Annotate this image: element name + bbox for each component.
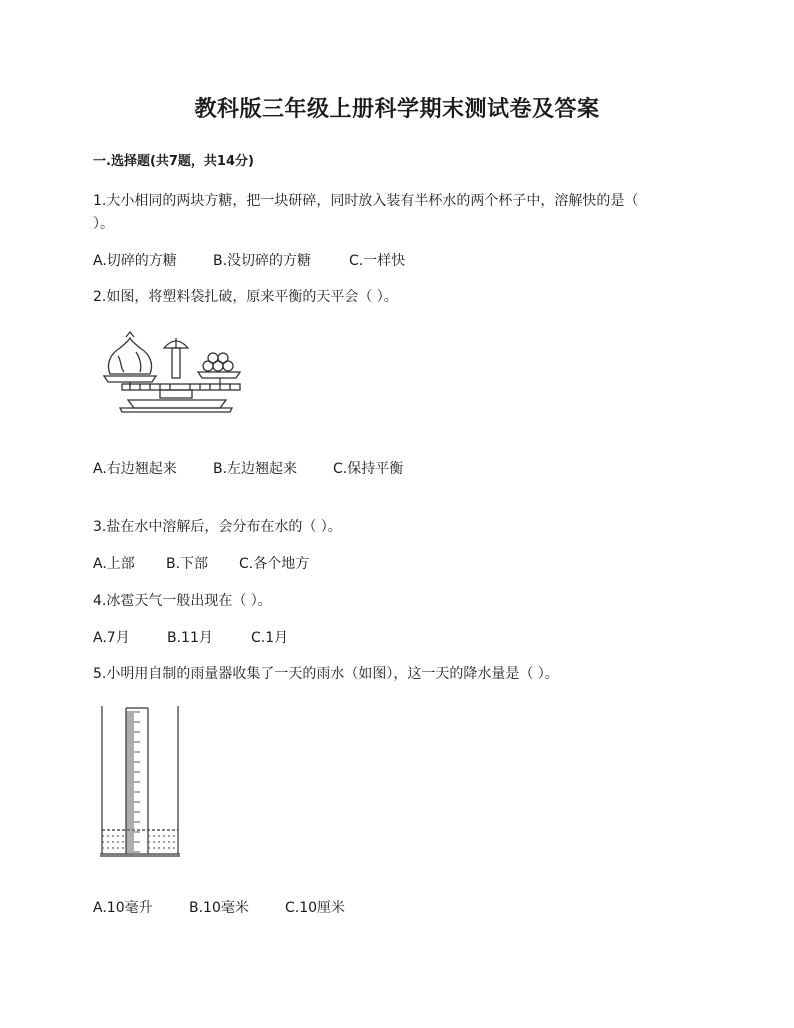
question-4-option-a: A.7月 [93, 630, 130, 646]
question-5-text: 5.小明用自制的雨量器收集了一天的雨水（如图），这一天的降水量是（ ）。 [93, 666, 559, 682]
question-3-options [93, 553, 309, 573]
question-2-option-a: A.右边翘起来 [93, 461, 177, 477]
question-3-option-b: B.下部 [166, 556, 209, 572]
question-1-option-b: B.没切碎的方糖 [213, 253, 312, 269]
rain-gauge-figure [100, 704, 182, 858]
question-3-text: 3.盐在水中溶解后，会分布在水的（ ）。 [93, 519, 342, 535]
question-4-text: 4.冰雹天气一般出现在（ ）。 [93, 593, 272, 609]
question-4-option-b: B.11月 [167, 630, 213, 646]
question-1-option-a: A.切碎的方糖 [93, 253, 177, 269]
question-1-text: 1.大小相同的两块方糖，把一块研碎，同时放入装有半杯水的两个杯子中，溶解快的是（ [93, 193, 639, 209]
page-title: 教科版三年级上册科学期末测试卷及答案 [194, 96, 600, 122]
section-heading: 一.选择题(共7题，共14分) [93, 154, 254, 169]
question-2-option-b: B.左边翘起来 [213, 461, 298, 477]
question-4-options [93, 627, 288, 647]
question-1-text-cont: ）。 [93, 216, 114, 232]
question-5-option-b: B.10毫米 [189, 900, 249, 916]
question-5-option-c: C.10厘米 [285, 900, 346, 916]
question-4-option-c: C.1月 [251, 630, 289, 646]
question-2-text: 2.如图，将塑料袋扎破，原来平衡的天平会（ ）。 [93, 289, 398, 305]
question-1-option-c: C.一样快 [349, 253, 406, 269]
question-2-option-c: C.保持平衡 [333, 461, 404, 477]
question-5-option-a: A.10毫升 [93, 900, 153, 916]
question-2-options [93, 458, 403, 478]
question-1-options [93, 250, 405, 270]
question-3-option-a: A.上部 [93, 556, 135, 572]
question-3-option-c: C.各个地方 [239, 556, 310, 572]
balance-scale-figure [100, 328, 250, 420]
question-5-options [93, 897, 345, 917]
